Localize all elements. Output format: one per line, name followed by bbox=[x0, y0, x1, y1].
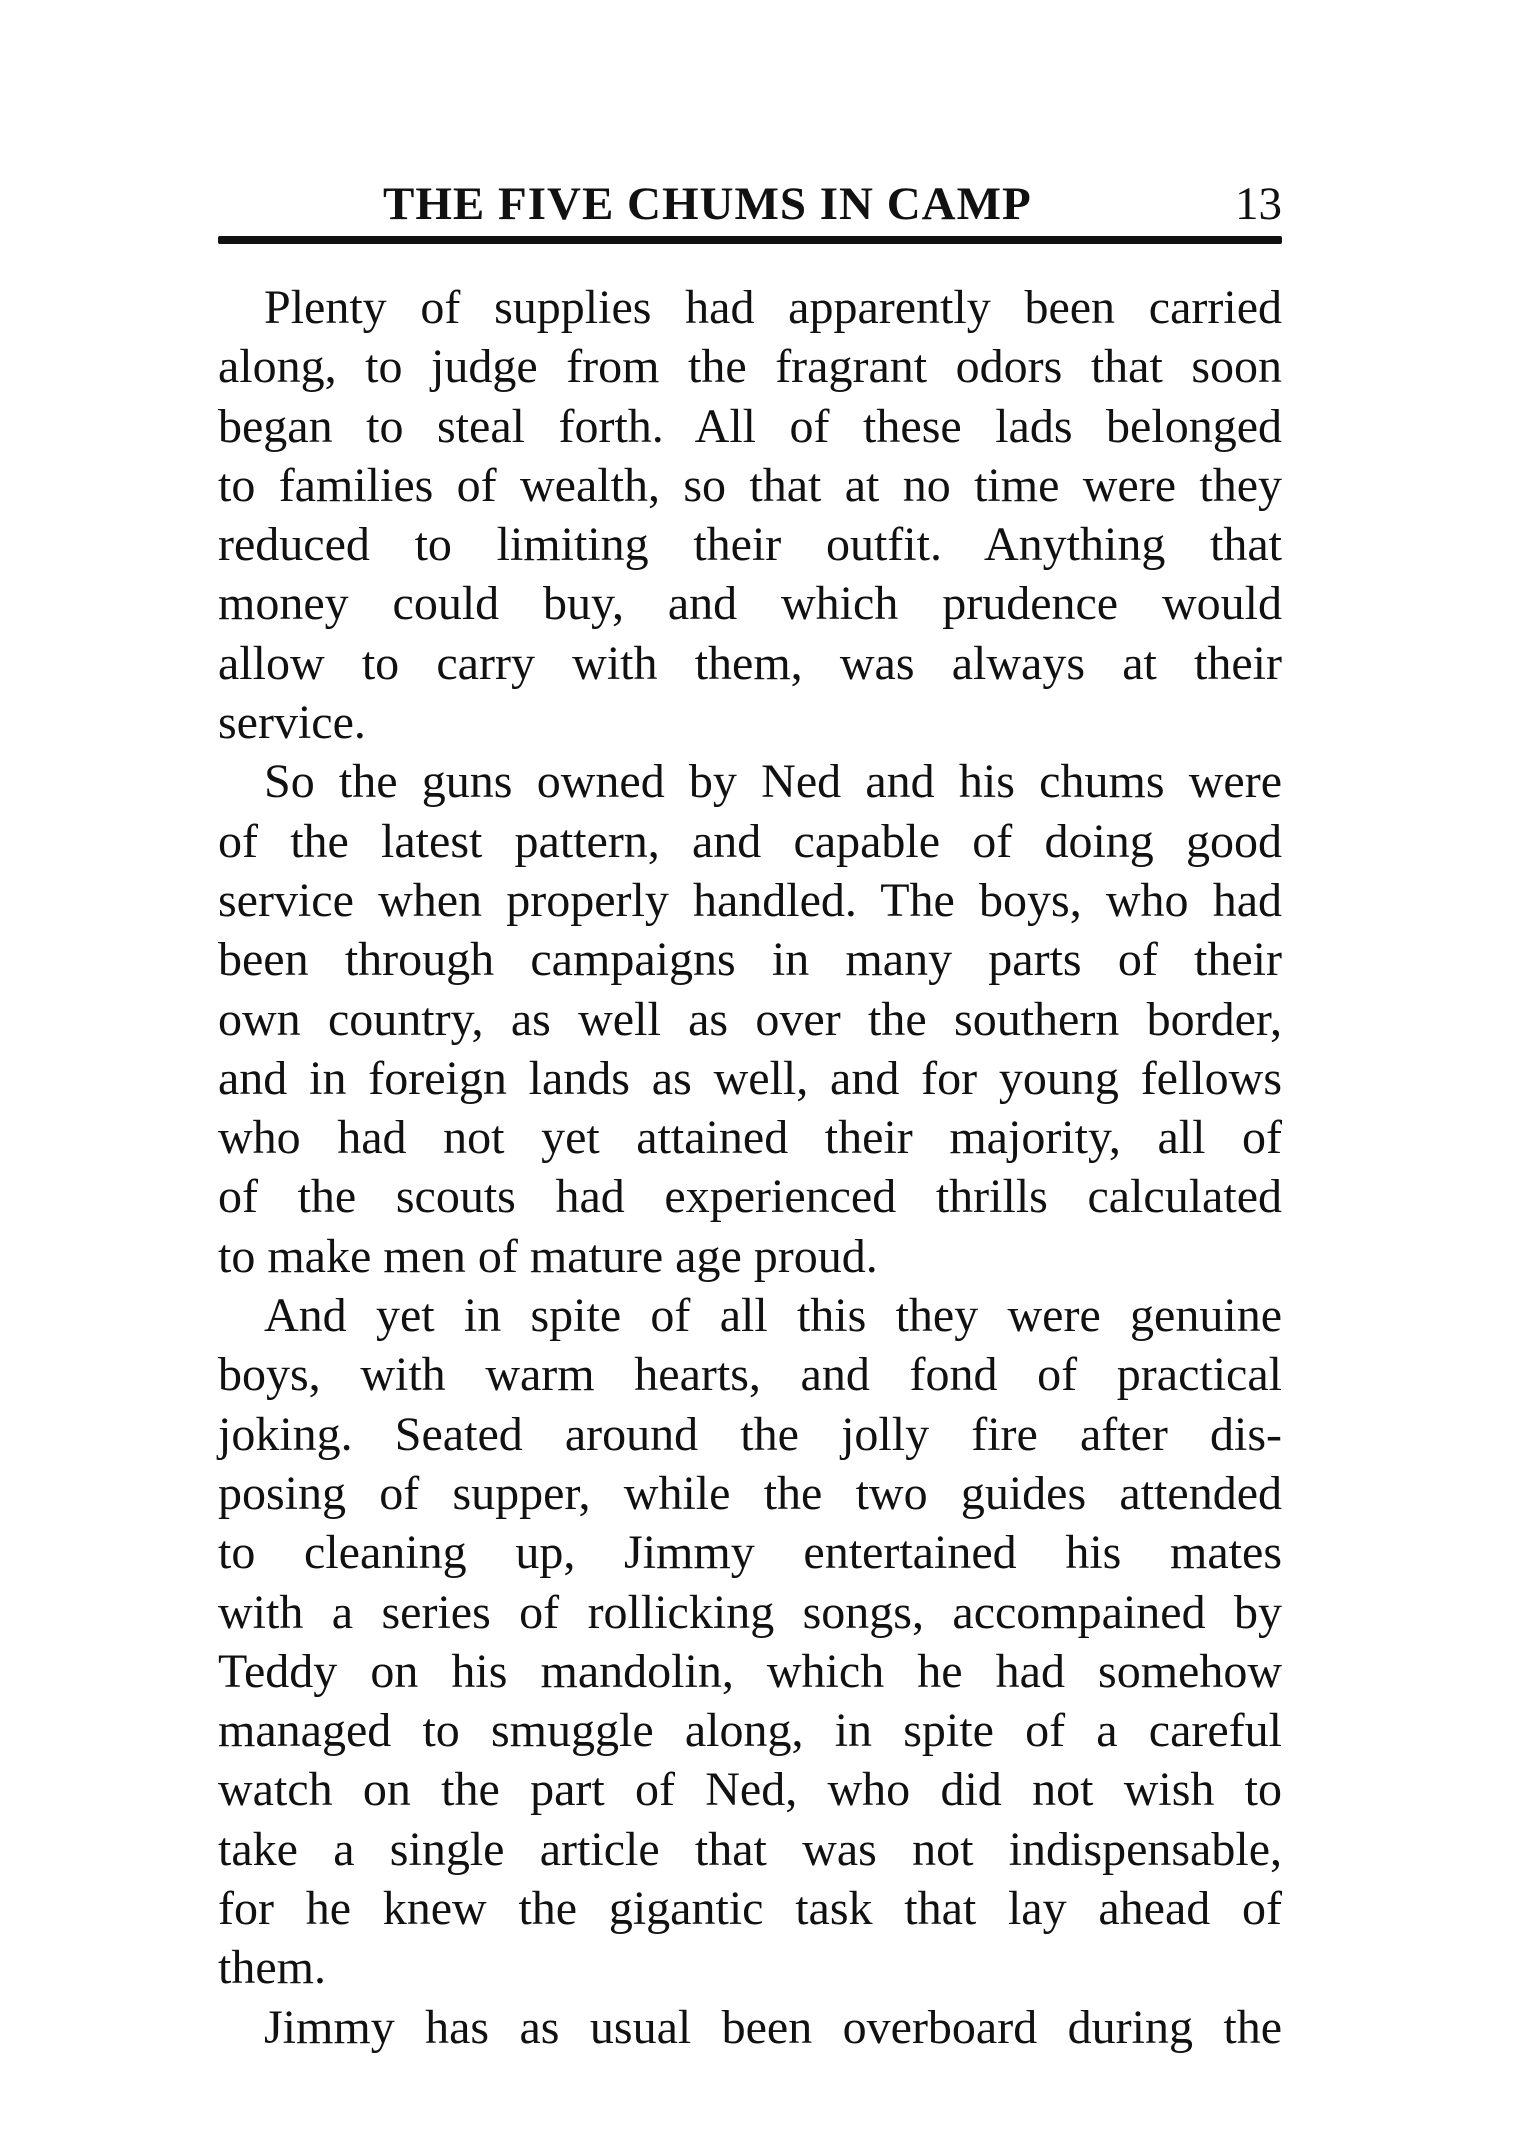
text-line: to cleaning up, Jimmy entertained his mates bbox=[218, 1526, 1282, 1580]
text-line: Plenty of supplies had apparently been carried bbox=[264, 281, 1282, 334]
text-line: to make men of mature age proud. bbox=[218, 1229, 878, 1283]
header-rule bbox=[218, 236, 1282, 244]
text-line: service when properly handled. The boys, who had bbox=[218, 873, 1282, 927]
text-line: began to steal forth. All of these lads belonged bbox=[218, 399, 1282, 453]
text-line: who had not yet attained their majority, all of bbox=[218, 1111, 1282, 1165]
text-line: for he knew the gigantic task that lay ahead of bbox=[218, 1882, 1282, 1936]
text-line: of the scouts had experienced thrills calculated bbox=[218, 1170, 1282, 1224]
text-line: Teddy on his mandolin, which he had somehow bbox=[218, 1644, 1282, 1698]
text-line: with a series of rollicking songs, accompained by bbox=[218, 1585, 1282, 1639]
text-line: posing of supper, while the two guides attended bbox=[218, 1466, 1282, 1520]
text-line: joking. Seated around the jolly fire after dis- bbox=[218, 1407, 1282, 1461]
running-header bbox=[218, 172, 1282, 236]
text-line: allow to carry with them, was always at their bbox=[218, 636, 1282, 690]
text-line: to families of wealth, so that at no time were they bbox=[218, 458, 1282, 512]
text-line: of the latest pattern, and capable of doing good bbox=[218, 814, 1282, 868]
text-line: been through campaigns in many parts of their bbox=[218, 933, 1282, 987]
page-number: 13 bbox=[1235, 178, 1282, 230]
text-line: them. bbox=[218, 1941, 326, 1995]
running-title: THE FIVE CHUMS IN CAMP bbox=[383, 178, 1032, 230]
text-line: along, to judge from the fragrant odors that soon bbox=[218, 340, 1282, 394]
text-line: and in foreign lands as well, and for young fellows bbox=[218, 1051, 1282, 1105]
text-line: reduced to limiting their outfit. Anything that bbox=[218, 518, 1282, 572]
text-line: money could buy, and which prudence would bbox=[218, 577, 1282, 631]
text-line: So the guns owned by Ned and his chums were bbox=[264, 755, 1282, 809]
text-line: own country, as well as over the southern border, bbox=[218, 992, 1282, 1046]
text-line: And yet in spite of all this they were genuine bbox=[264, 1289, 1282, 1343]
text-line: boys, with warm hearts, and fond of practical bbox=[218, 1348, 1282, 1402]
text-line: managed to smuggle along, in spite of a careful bbox=[218, 1704, 1282, 1758]
text-line: take a single article that was not indispensable, bbox=[218, 1822, 1282, 1876]
body-text bbox=[218, 278, 1282, 2057]
text-line: service. bbox=[218, 696, 366, 750]
text-line: Jimmy has as usual been overboard during the bbox=[264, 2000, 1282, 2054]
text-line: watch on the part of Ned, who did not wish to bbox=[218, 1763, 1282, 1817]
